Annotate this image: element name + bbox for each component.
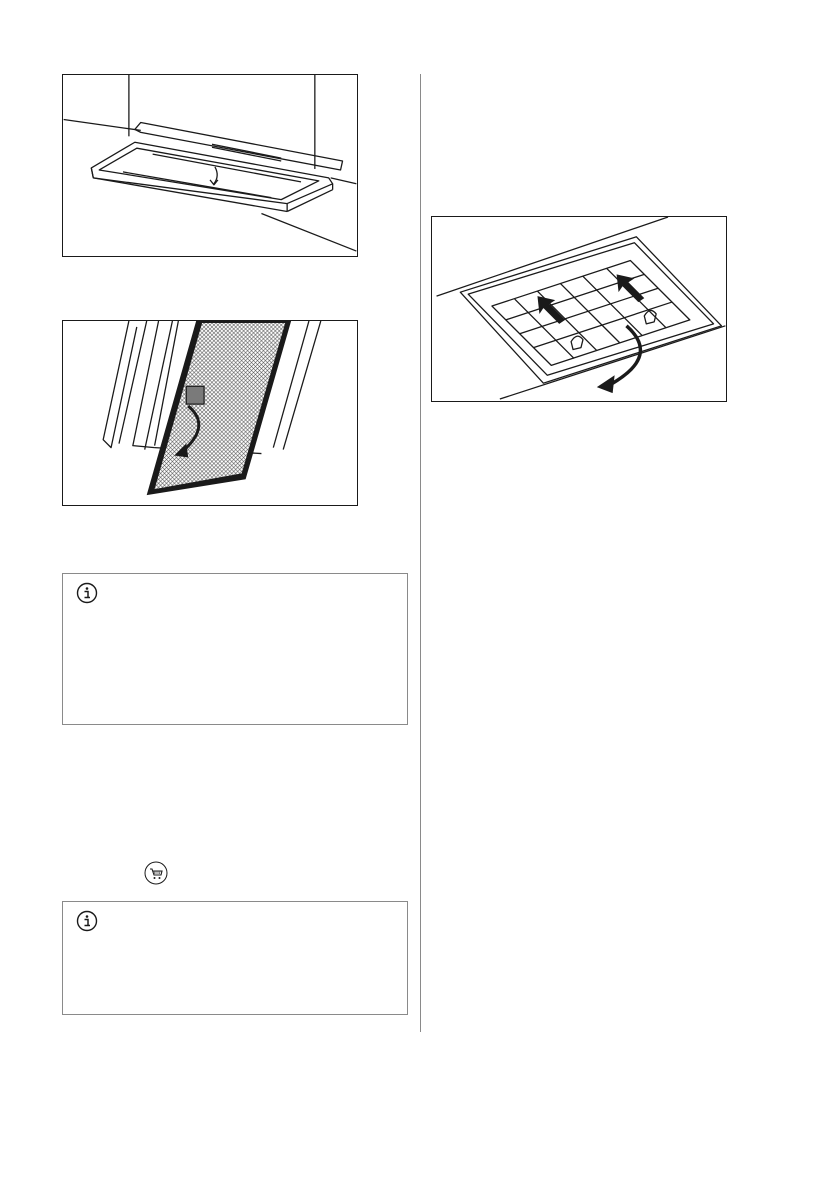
filter-insertion-drawing <box>432 217 726 401</box>
filter-removal-drawing <box>63 321 357 505</box>
info-box <box>62 901 408 1015</box>
shop-cart-icon <box>144 861 168 885</box>
column-divider <box>420 74 421 1032</box>
info-icon <box>76 582 98 604</box>
grease-filter-removal-illustration <box>62 320 358 506</box>
info-icon <box>76 910 98 932</box>
cooker-hood-illustration <box>62 74 358 257</box>
filter-insertion-illustration <box>431 216 727 402</box>
info-box <box>62 573 408 725</box>
cooker-hood-drawing <box>63 75 357 256</box>
